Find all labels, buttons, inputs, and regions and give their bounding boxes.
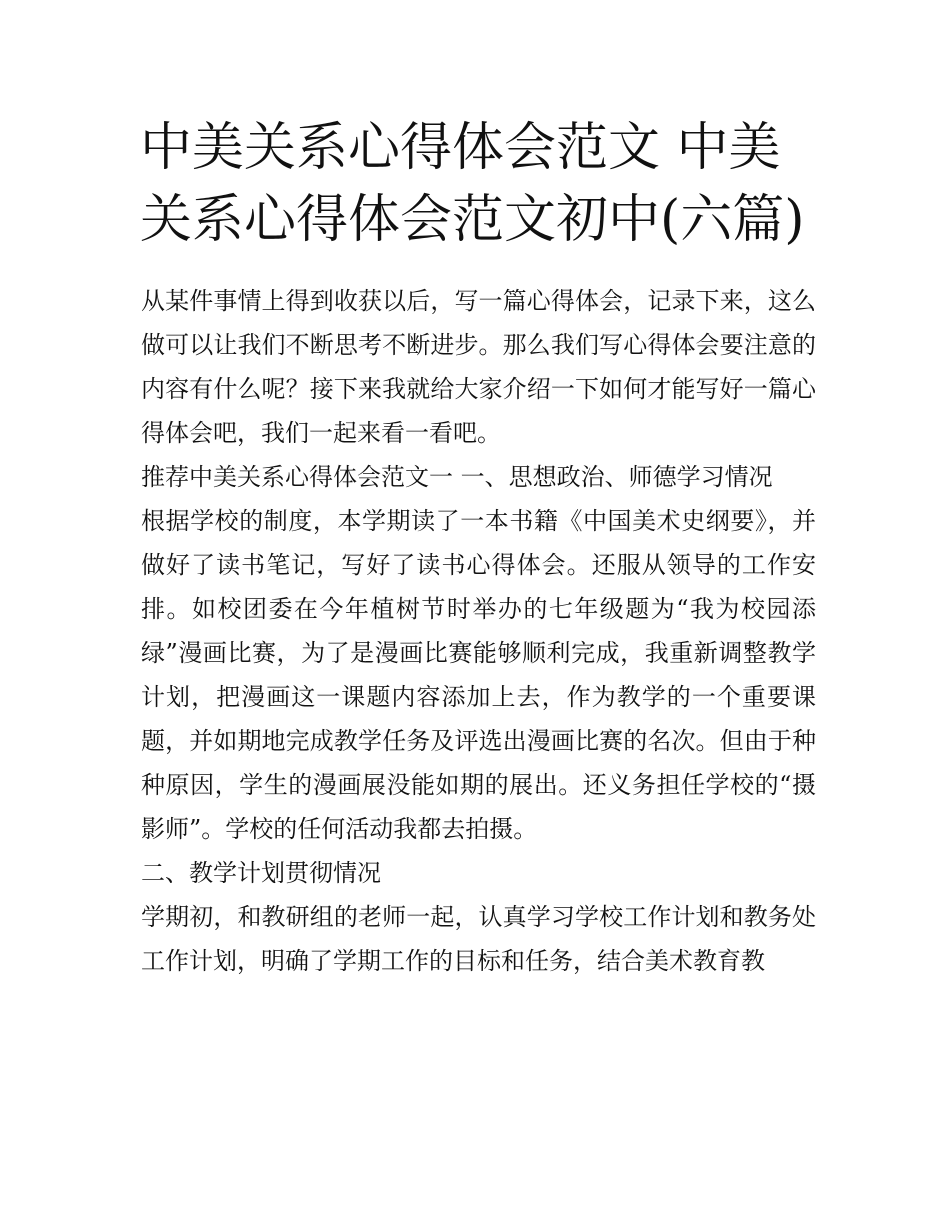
- document-body: [141, 279, 816, 983]
- paragraph-intro: 从某件事情上得到收获以后，写一篇心得体会，记录下来，这么做可以让我们不断思考不断进步。那么我们写心得体会要注意的内容有什么呢？接下来我就给大家介绍一下如何才能写好一篇心得体会吧，我们一起来看一看吧。: [141, 287, 816, 447]
- paragraph-section-heading-2: 二、教学计划贯彻情况: [141, 859, 381, 887]
- document-title: 中美关系心得体会范文 中美关系心得体会范文初中(六篇): [140, 118, 805, 250]
- paragraph-section-heading-1: 推荐中美关系心得体会范文一 一、思想政治、师德学习情况: [141, 463, 773, 491]
- paragraph-body-2: 学期初，和教研组的老师一起，认真学习学校工作计划和教务处工作计划，明确了学期工作的目标和任务，结合美术教育教: [141, 903, 816, 975]
- paragraph-body-1: 根据学校的制度，本学期读了一本书籍《中国美术史纲要》，并做好了读书笔记，写好了读书心得体会。还服从领导的工作安排。如校团委在今年植树节时举办的七年级题为“我为校园添绿”漫画比赛，为了是漫画比赛能够顺利完成，我重新调整教学计划，把漫画这一课题内容添加上去，作为教学的一个重要课题，并如期地完成教学任务及评选出漫画比赛的名次。但由于种种原因，学生的漫画展没能如期的展出。还义务担任学校的“摄影师”。学校的任何活动我都去拍摄。: [141, 507, 816, 843]
